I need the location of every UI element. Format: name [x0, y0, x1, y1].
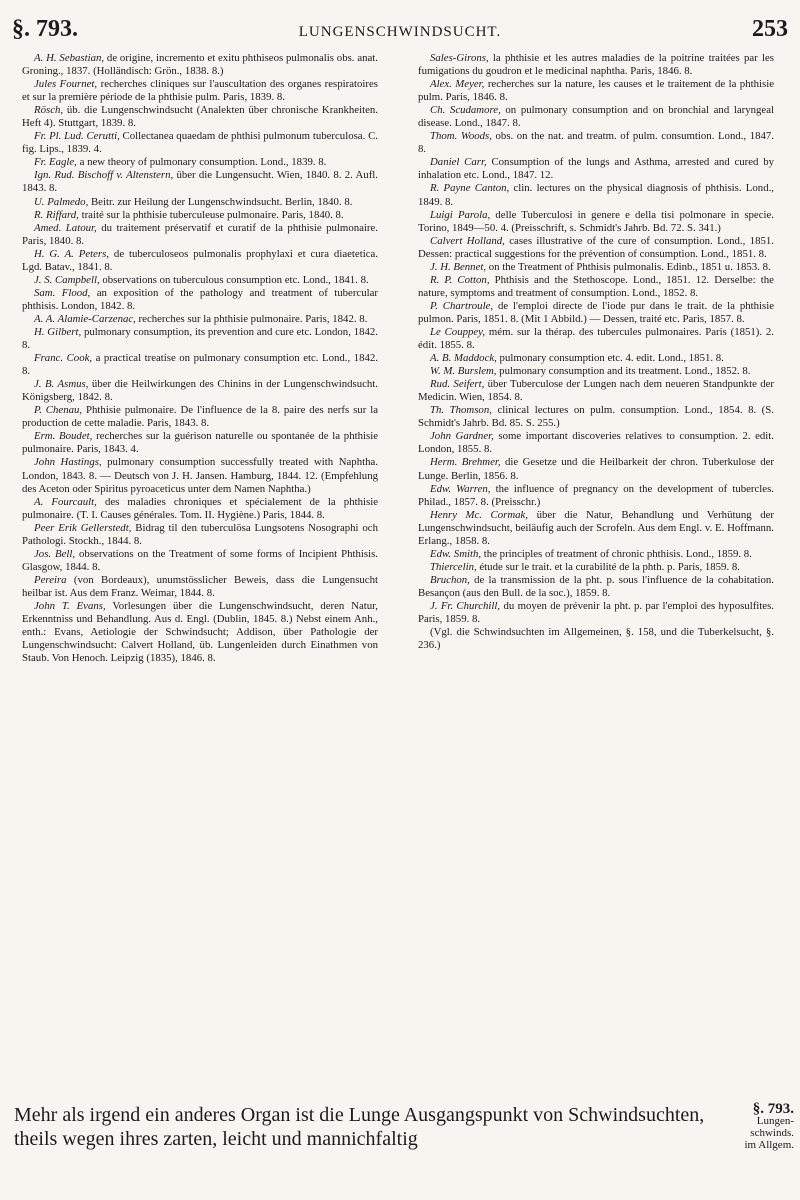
entry-author: Rud. Seifert,: [430, 378, 485, 391]
entry-author: Alex. Meyer,: [430, 78, 485, 91]
entry-text: du traitement préservatif et curatif de la phthisie pulmonaire. Paris, 1840. 8.: [22, 221, 378, 247]
entry-text: die Gesetze und die Heilbarkeit der chron. Tuberkulose der Lunge. Berlin, 1856. 8.: [418, 456, 774, 482]
entry-text: Beitr. zur Heilung der Lungenschwindsucht. Berlin, 1840. 8.: [88, 195, 353, 208]
entry-author: Ch. Scudamore,: [430, 104, 501, 117]
entry-author: Fr. Pl. Lud. Cerutti,: [34, 130, 120, 143]
entry-text: Consumption of the lungs and Asthma, arrested and cured by inhalation etc. Lond., 1847. 12.: [418, 156, 774, 182]
bibliography-entry: [418, 235, 774, 261]
entry-text: the influence of pregnancy on the development of tubercles. Philad., 1857. 8. (Preisschr.): [418, 482, 774, 508]
bibliography-entry: [418, 626, 774, 652]
bibliography-entry: [22, 222, 378, 248]
bibliography-entry: [22, 248, 378, 274]
entry-author: Sam. Flood,: [34, 286, 91, 299]
entry-author: J. S. Campbell,: [34, 273, 100, 286]
entry-author: John T. Evans,: [34, 599, 106, 612]
entry-author: J. Fr. Churchill,: [430, 599, 501, 612]
margin-note-line: schwinds.: [750, 1127, 794, 1139]
entry-text: de tuberculoseos pulmonalis prophylaxi et cura diaetetica. Lgd. Batav., 1841. 8.: [22, 247, 378, 273]
entry-author: Amed. Latour,: [34, 221, 97, 234]
entry-text: (Vgl. die Schwindsuchten im Allgemeinen, §. 158, und die Tuberkelsucht, §. 236.): [418, 626, 774, 652]
bibliography-entry: [418, 52, 774, 78]
bibliography-entry: [22, 169, 378, 195]
bibliography-entry: [22, 522, 378, 548]
entry-author: A. B. Maddock,: [430, 352, 497, 365]
bibliography-entry: [22, 496, 378, 522]
bibliography-entry: [22, 313, 378, 326]
entry-author: Thiercelin,: [430, 560, 477, 573]
entry-author: Pereira: [34, 573, 67, 586]
bibliography-entry: [418, 274, 774, 300]
entry-text: clin. lectures on the physical diagnosis of phthisis. Lond., 1849. 8.: [418, 182, 774, 208]
margin-note-line: Lungen-: [756, 1115, 794, 1127]
entry-text: de l'emploi directe de l'iode pur dans le trait. de la phthisie pulmon. Paris, 1851. 8. (Mit 1 Abbild.) — Dessen, traité etc. Paris, 1857. 8.: [418, 299, 775, 325]
entry-author: R. P. Cotton,: [430, 273, 490, 286]
entry-author: Daniel Carr,: [430, 156, 487, 169]
entry-author: John Hastings,: [34, 456, 102, 469]
entry-author: Jules Fournet,: [34, 78, 98, 91]
entry-author: Calvert Holland,: [430, 234, 505, 247]
entry-author: A. Fourcault,: [34, 495, 97, 508]
bibliography-entry: [22, 456, 378, 495]
entry-author: Ign. Rud. Bischoff v. Altenstern,: [34, 169, 174, 182]
entry-author: H. Gilbert,: [34, 325, 82, 338]
bibliography-entry: [418, 182, 774, 208]
entry-text: pulmonary consumption successfully treated with Naphtha. London, 1843. 8. — Deutsch von J. H. Jansen. Hamburg, 1844. 12. (Empfehlung des Aceton oder Spiritus pyroaceticus unter dem Namen Naphtha.): [22, 456, 378, 495]
margin-note: [724, 1103, 794, 1151]
bibliography-entry: [22, 600, 378, 665]
entry-author: Thom. Woods,: [430, 130, 492, 143]
bibliography-entry: [418, 600, 774, 626]
entry-text: on the Treatment of Phthisis pulmonalis. Edinb., 1851 u. 1853. 8.: [486, 260, 771, 273]
entry-author: Henry Mc. Cormak,: [430, 508, 529, 521]
entry-author: Peer Erik Gellerstedt,: [34, 521, 132, 534]
margin-note-line: im Allgem.: [744, 1139, 794, 1151]
entry-author: J. B. Asmus,: [34, 378, 89, 391]
bibliography-entry: [22, 104, 378, 130]
running-title: LUNGENSCHWINDSUCHT.: [298, 24, 502, 40]
bibliography-entry: [418, 430, 774, 456]
bibliography-entry: [22, 287, 378, 313]
bibliography-entry: [22, 430, 378, 456]
entry-text: üb. die Lungenschwindsucht (Analekten über chronische Krankheiten. Heft 4). Stuttgart, 1839. 8.: [22, 104, 378, 130]
entry-text: étude sur le trait. et la curabilité de la phth. p. Paris, 1859. 8.: [476, 560, 740, 573]
bibliography-entry: [22, 574, 378, 600]
entry-text: pulmonary consumption etc. 4. edit. Lond., 1851. 8.: [496, 352, 724, 365]
bibliography-entry: [418, 365, 774, 378]
bibliography-entry: [418, 352, 774, 365]
entry-text: delle Tuberculosi in genere e della tisi polmonare in specie. Torino, 1849—50. 4. (Preisschrift, s. Schmidt's Jahrb. Bd. 72. S. 341.): [418, 208, 774, 234]
bibliography-entry: [418, 574, 774, 600]
entry-author: J. H. Bennet,: [430, 260, 487, 273]
entry-author: John Gardner,: [430, 430, 494, 443]
bibliography-entry: [22, 404, 378, 430]
entry-text: pulmonary consumption and its treatment. Lond., 1852. 8.: [496, 365, 751, 378]
bibliography-entry: [418, 209, 774, 235]
bibliography-entry: [418, 326, 774, 352]
entry-text: recherches sur la guérison naturelle ou spontanée de la phthisie pulmonaire. Paris, 1843. 4.: [22, 430, 378, 456]
bibliography-entry: [22, 52, 378, 78]
entry-text: some important discoveries relatives to consumption. 2. edit. London, 1855. 8.: [418, 430, 774, 456]
entry-text: pulmonary consumption, its prevention and cure etc. London, 1842. 8.: [22, 325, 378, 352]
entry-author: H. G. A. Peters,: [34, 247, 110, 260]
bibliography-entry: [22, 130, 378, 156]
bibliography-entry: [418, 378, 774, 404]
entry-text: de la transmission de la pht. p. sous l'influence de la cohabitation. Besançon (aus den Bull. de la soc.), 1859. 8.: [418, 573, 774, 599]
entry-text: über die Natur, Behandlung und Verhütung der Lungenschwindsucht, beiläufig auch der Scrofeln. Aus dem Engl. v. E. Hoffmann. Erlang., 1858. 8.: [418, 508, 775, 547]
bibliography-entry: [22, 156, 378, 169]
bibliography-entry: [418, 261, 774, 274]
page-number: 253: [752, 16, 788, 42]
entry-author: P. Chartroule,: [430, 299, 494, 312]
bibliography-entry: [22, 352, 378, 378]
entry-text: observations on the Treatment of some forms of Incipient Phthisis. Glasgow, 1844. 8.: [22, 547, 378, 573]
entry-author: Le Couppey,: [430, 325, 486, 338]
right-column: [418, 52, 774, 652]
bibliography-entry: [418, 548, 774, 561]
entry-text: (von Bordeaux), unumstösslicher Beweis, dass die Lungensucht heilbar ist. Aus dem Franz. Weimar, 1844. 8.: [22, 573, 378, 599]
entry-author: Sales-Girons,: [430, 52, 489, 64]
bibliography-entry: [418, 561, 774, 574]
entry-text: über Tuberculose der Lungen nach dem neueren Standpunkte der Medicin. Wien, 1854. 8.: [418, 378, 774, 404]
bibliography-entry: [22, 78, 378, 104]
entry-author: P. Chenau,: [34, 404, 83, 417]
bibliography-entry: [418, 104, 774, 130]
entry-text: the principles of treatment of chronic phthisis. Lond., 1859. 8.: [481, 547, 752, 560]
entry-text: obs. on the nat. and treatm. of pulm. consumtion. Lond., 1847. 8.: [418, 130, 774, 156]
entry-text: recherches cliniques sur l'auscultation des organes respiratoires et sur la première période de la phthisie pulm. Paris, 1839. 8.: [22, 78, 378, 104]
entry-author: Fr. Eagle,: [34, 156, 77, 169]
bibliography-entry: [22, 548, 378, 574]
entry-text: recherches sur la phthisie pulmonaire. Paris, 1842. 8.: [135, 312, 368, 325]
bibliography-entry: [418, 300, 774, 326]
bibliography-entry: [22, 274, 378, 287]
entry-text: über die Heilwirkungen des Chinins in der Lungenschwindsucht. Königsberg, 1842. 8.: [22, 378, 378, 404]
entry-text: a practical treatise on pulmonary consumption etc. Lond., 1842. 8.: [22, 352, 378, 378]
bibliography-entry: [418, 130, 774, 156]
entry-text: Phthisis and the Stethoscope. Lond., 1851. 12. Derselbe: the nature, symptoms and treatment of consumption. Lond., 1852. 8.: [418, 273, 774, 299]
entry-text: recherches sur la nature, les causes et le traitement de la phthisie pulm. Paris, 1846. 8.: [418, 78, 775, 104]
entry-author: A. A. Alamie-Carzenac,: [34, 312, 136, 325]
bibliography-entry: [418, 456, 774, 482]
entry-author: Herm. Brehmer,: [430, 456, 501, 469]
entry-author: Luigi Parola,: [430, 208, 491, 221]
margin-section-number: §. 793.: [752, 1101, 794, 1117]
entry-author: A. H. Sebastian,: [34, 52, 105, 64]
entry-text: clinical lectures on pulm. consumption. Lond., 1854. 8. (S. Schmidt's Jahrb. Bd. 85. S. 255.): [418, 404, 774, 430]
entry-author: Franc. Cook,: [34, 352, 93, 365]
entry-text: Vorlesungen über die Lungenschwindsucht, deren Natur, Erkenntniss und Behandlung. Aus d. Engl. (Dublin, 1845. 8.) Nebst einem Anh., enth.: Evans, Aetiologie der Schwindsucht; Addison, über Pathologie der Lungenschwindsucht: Calvert Holland, üb. Lungenleiden durch Einathmen von Staub. Von Henoch. Leipzig (1835), 1846. 8.: [22, 599, 378, 665]
entry-text: de origine, incremento et exitu phthiseos pulmonalis obs. anat. Groning., 1837. (Holländisch: Grön., 1838. 8.): [22, 52, 378, 78]
section-number: §. 793.: [12, 16, 78, 42]
entry-text: an exposition of the pathology and treatment of tubercular phthisis. London, 1842. 8.: [22, 286, 379, 312]
entry-text: Phthisie pulmonaire. De l'influence de la 8. paire des nerfs sur la production de cette maladie. Paris, 1843. 8.: [22, 404, 378, 430]
entry-text: über die Lungensucht. Wien, 1840. 8. 2. Aufl. 1843. 8.: [22, 169, 378, 195]
bibliography-entry: [22, 209, 378, 222]
bibliography-entry: [418, 404, 774, 430]
bibliography-entry: [418, 509, 774, 548]
entry-text: des maladies chroniques et spécialement de la phthisie pulmonaire. (T. I. Causes générales. Tom. II. Hygiène.) Paris, 1844. 8.: [22, 495, 378, 521]
entry-text: Bidrag til den tuberculösa Lungsotens Nosographi och Pathologi. Stockh., 1844. 8.: [22, 521, 378, 547]
entry-author: W. M. Burslem,: [430, 365, 497, 378]
entry-author: Jos. Bell,: [34, 547, 76, 560]
body-paragraph: Mehr als irgend ein anderes Organ ist die Lunge Ausgangspunkt von Schwindsuchten, theils wegen ihres zarten, leicht und mannichfaltig: [14, 1104, 705, 1150]
entry-text: traité sur la phthisie tuberculeuse pulmonaire. Paris, 1840. 8.: [78, 208, 344, 221]
entry-author: Erm. Boudet,: [34, 430, 93, 443]
entry-text: du moyen de prévenir la pht. p. par l'emploi des hyposulfites. Paris, 1859. 8.: [418, 599, 774, 626]
entry-text: Collectanea quaedam de phthisi pulmonum tuberculosa. C. fig. Lips., 1839. 4.: [22, 130, 378, 156]
entry-author: Edw. Warren,: [430, 482, 491, 495]
bibliography-entry: [418, 483, 774, 509]
entry-text: mém. sur la thérap. des tubercules pulmonaires. Paris (1851). 2. édit. 1855. 8.: [418, 325, 774, 352]
bibliography-entry: [22, 326, 378, 352]
bibliography-entry: [418, 78, 774, 104]
entry-author: Bruchon,: [430, 573, 470, 586]
entry-author: Edw. Smith,: [430, 547, 482, 560]
left-column: [22, 52, 378, 665]
entry-author: U. Palmedo,: [34, 195, 89, 208]
entry-author: R. Payne Canton,: [430, 182, 510, 195]
entry-text: la phthisie et les autres maladies de la poitrine traitées par les fumigations du goudron et le medicinal naphtha. Paris, 1846. 8.: [418, 52, 774, 78]
entry-text: on pulmonary consumption and on bronchial and laryngeal disease. Lond., 1847. 8.: [418, 104, 774, 130]
page-header: [12, 10, 788, 44]
bibliography-entry: [22, 378, 378, 404]
entry-author: Th. Thomson,: [430, 404, 492, 417]
entry-text: cases illustrative of the cure of consumption. Lond., 1851. Dessen: practical suggestions for the prévention of consumption. Lond., 1851. 8.: [418, 234, 774, 260]
entry-author: Rösch,: [34, 104, 64, 117]
entry-author: R. Riffard,: [34, 208, 79, 221]
bibliography-entry: [22, 196, 378, 209]
bibliography-entry: [418, 156, 774, 182]
entry-text: a new theory of pulmonary consumption. Lond., 1839. 8.: [76, 156, 327, 169]
entry-text: observations on tuberculous consumption etc. Lond., 1841. 8.: [99, 273, 369, 286]
